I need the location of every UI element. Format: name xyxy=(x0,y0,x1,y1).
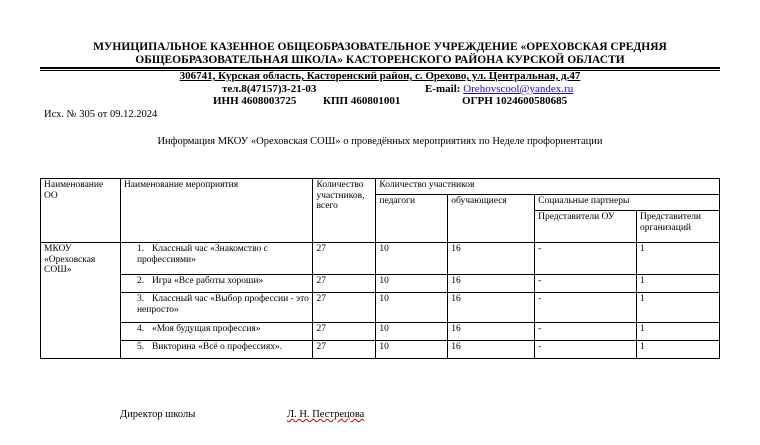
teachers-cell: 10 xyxy=(376,293,448,323)
table-header-row xyxy=(41,179,720,195)
header-students: обучающиеся xyxy=(448,195,535,243)
table-row xyxy=(41,293,720,323)
header-teachers: педагоги xyxy=(376,195,448,243)
total-cell: 27 xyxy=(313,243,376,275)
header-rule xyxy=(40,67,720,69)
event-cell: 3. Классный час «Выбор профессии - это непросто» xyxy=(120,293,313,323)
teachers-cell: 10 xyxy=(376,275,448,293)
event-cell: 5. Викторина «Всё о профессиях». xyxy=(120,341,313,359)
org-reps-cell: 1 xyxy=(637,275,720,293)
total-cell: 27 xyxy=(313,323,376,341)
signature-name: Л. Н. Пестрецова xyxy=(287,409,365,420)
total-cell: 27 xyxy=(313,275,376,293)
table-row xyxy=(41,323,720,341)
event-cell: 4. «Моя будущая профессия» xyxy=(120,323,313,341)
org-reps-cell: 1 xyxy=(637,341,720,359)
outgoing-number: Исх. № 305 от 09.12.2024 xyxy=(44,109,158,120)
teachers-cell: 10 xyxy=(376,323,448,341)
header-participants: Количество участников xyxy=(376,179,720,195)
email-label: E-mail: xyxy=(425,83,461,95)
org-cell: МКОУ «Ореховская СОШ» xyxy=(41,243,121,359)
email-line xyxy=(425,83,573,95)
kpp: КПП 460801001 xyxy=(323,95,401,107)
email-link[interactable]: Orehovscool@yandex.ru xyxy=(463,83,574,95)
inn: ИНН 4608003725 xyxy=(213,95,297,107)
students-cell: 16 xyxy=(448,243,535,275)
document-title: Информация МКОУ «Ореховская СОШ» о проведённых мероприятиях по Неделе профориентации xyxy=(157,136,603,147)
phone: тел.8(47157)3-21-03 xyxy=(222,83,317,95)
ou-reps-cell: - xyxy=(535,293,637,323)
teachers-cell: 10 xyxy=(376,341,448,359)
ou-reps-cell: - xyxy=(535,243,637,275)
header-total: Количество участников, всего xyxy=(313,179,376,243)
header-org: Наименование ОО xyxy=(41,179,121,243)
ogrn: ОГРН 1024600580685 xyxy=(462,95,568,107)
org-reps-cell: 1 xyxy=(637,293,720,323)
table-row xyxy=(41,275,720,293)
total-cell: 27 xyxy=(313,341,376,359)
org-reps-cell: 1 xyxy=(637,323,720,341)
org-name-line-1: МУНИЦИПАЛЬНОЕ КАЗЕННОЕ ОБЩЕОБРАЗОВАТЕЛЬНОЕ УЧРЕЖДЕНИЕ «ОРЕХОВСКАЯ СРЕДНЯЯ xyxy=(93,41,667,53)
org-name-line-2: ОБЩЕОБРАЗОВАТЕЛЬНАЯ ШКОЛА» КАСТОРЕНСКОГО РАЙОНА КУРСКОЙ ОБЛАСТИ xyxy=(135,54,625,66)
students-cell: 16 xyxy=(448,293,535,323)
table-row xyxy=(41,341,720,359)
header-partners: Социальные партнеры xyxy=(535,195,720,211)
total-cell: 27 xyxy=(313,293,376,323)
header-event: Наименование мероприятия xyxy=(120,179,313,243)
event-cell: 1. Классный час «Знакомство с профессиями» xyxy=(120,243,313,275)
students-cell: 16 xyxy=(448,323,535,341)
header-ou-reps: Представители ОУ xyxy=(535,211,637,243)
students-cell: 16 xyxy=(448,275,535,293)
ou-reps-cell: - xyxy=(535,341,637,359)
events-table xyxy=(40,178,720,359)
event-cell: 2. Игра «Все работы хороши» xyxy=(120,275,313,293)
address: 306741, Курская область, Касторенский район, с. Орехово, ул. Центральная, д.47 xyxy=(179,70,581,82)
signature-position: Директор школы xyxy=(120,409,196,420)
header-org-reps: Представители организаций xyxy=(637,211,720,243)
ou-reps-cell: - xyxy=(535,323,637,341)
teachers-cell: 10 xyxy=(376,243,448,275)
ou-reps-cell: - xyxy=(535,275,637,293)
table-row xyxy=(41,243,720,275)
org-reps-cell: 1 xyxy=(637,243,720,275)
students-cell: 16 xyxy=(448,341,535,359)
